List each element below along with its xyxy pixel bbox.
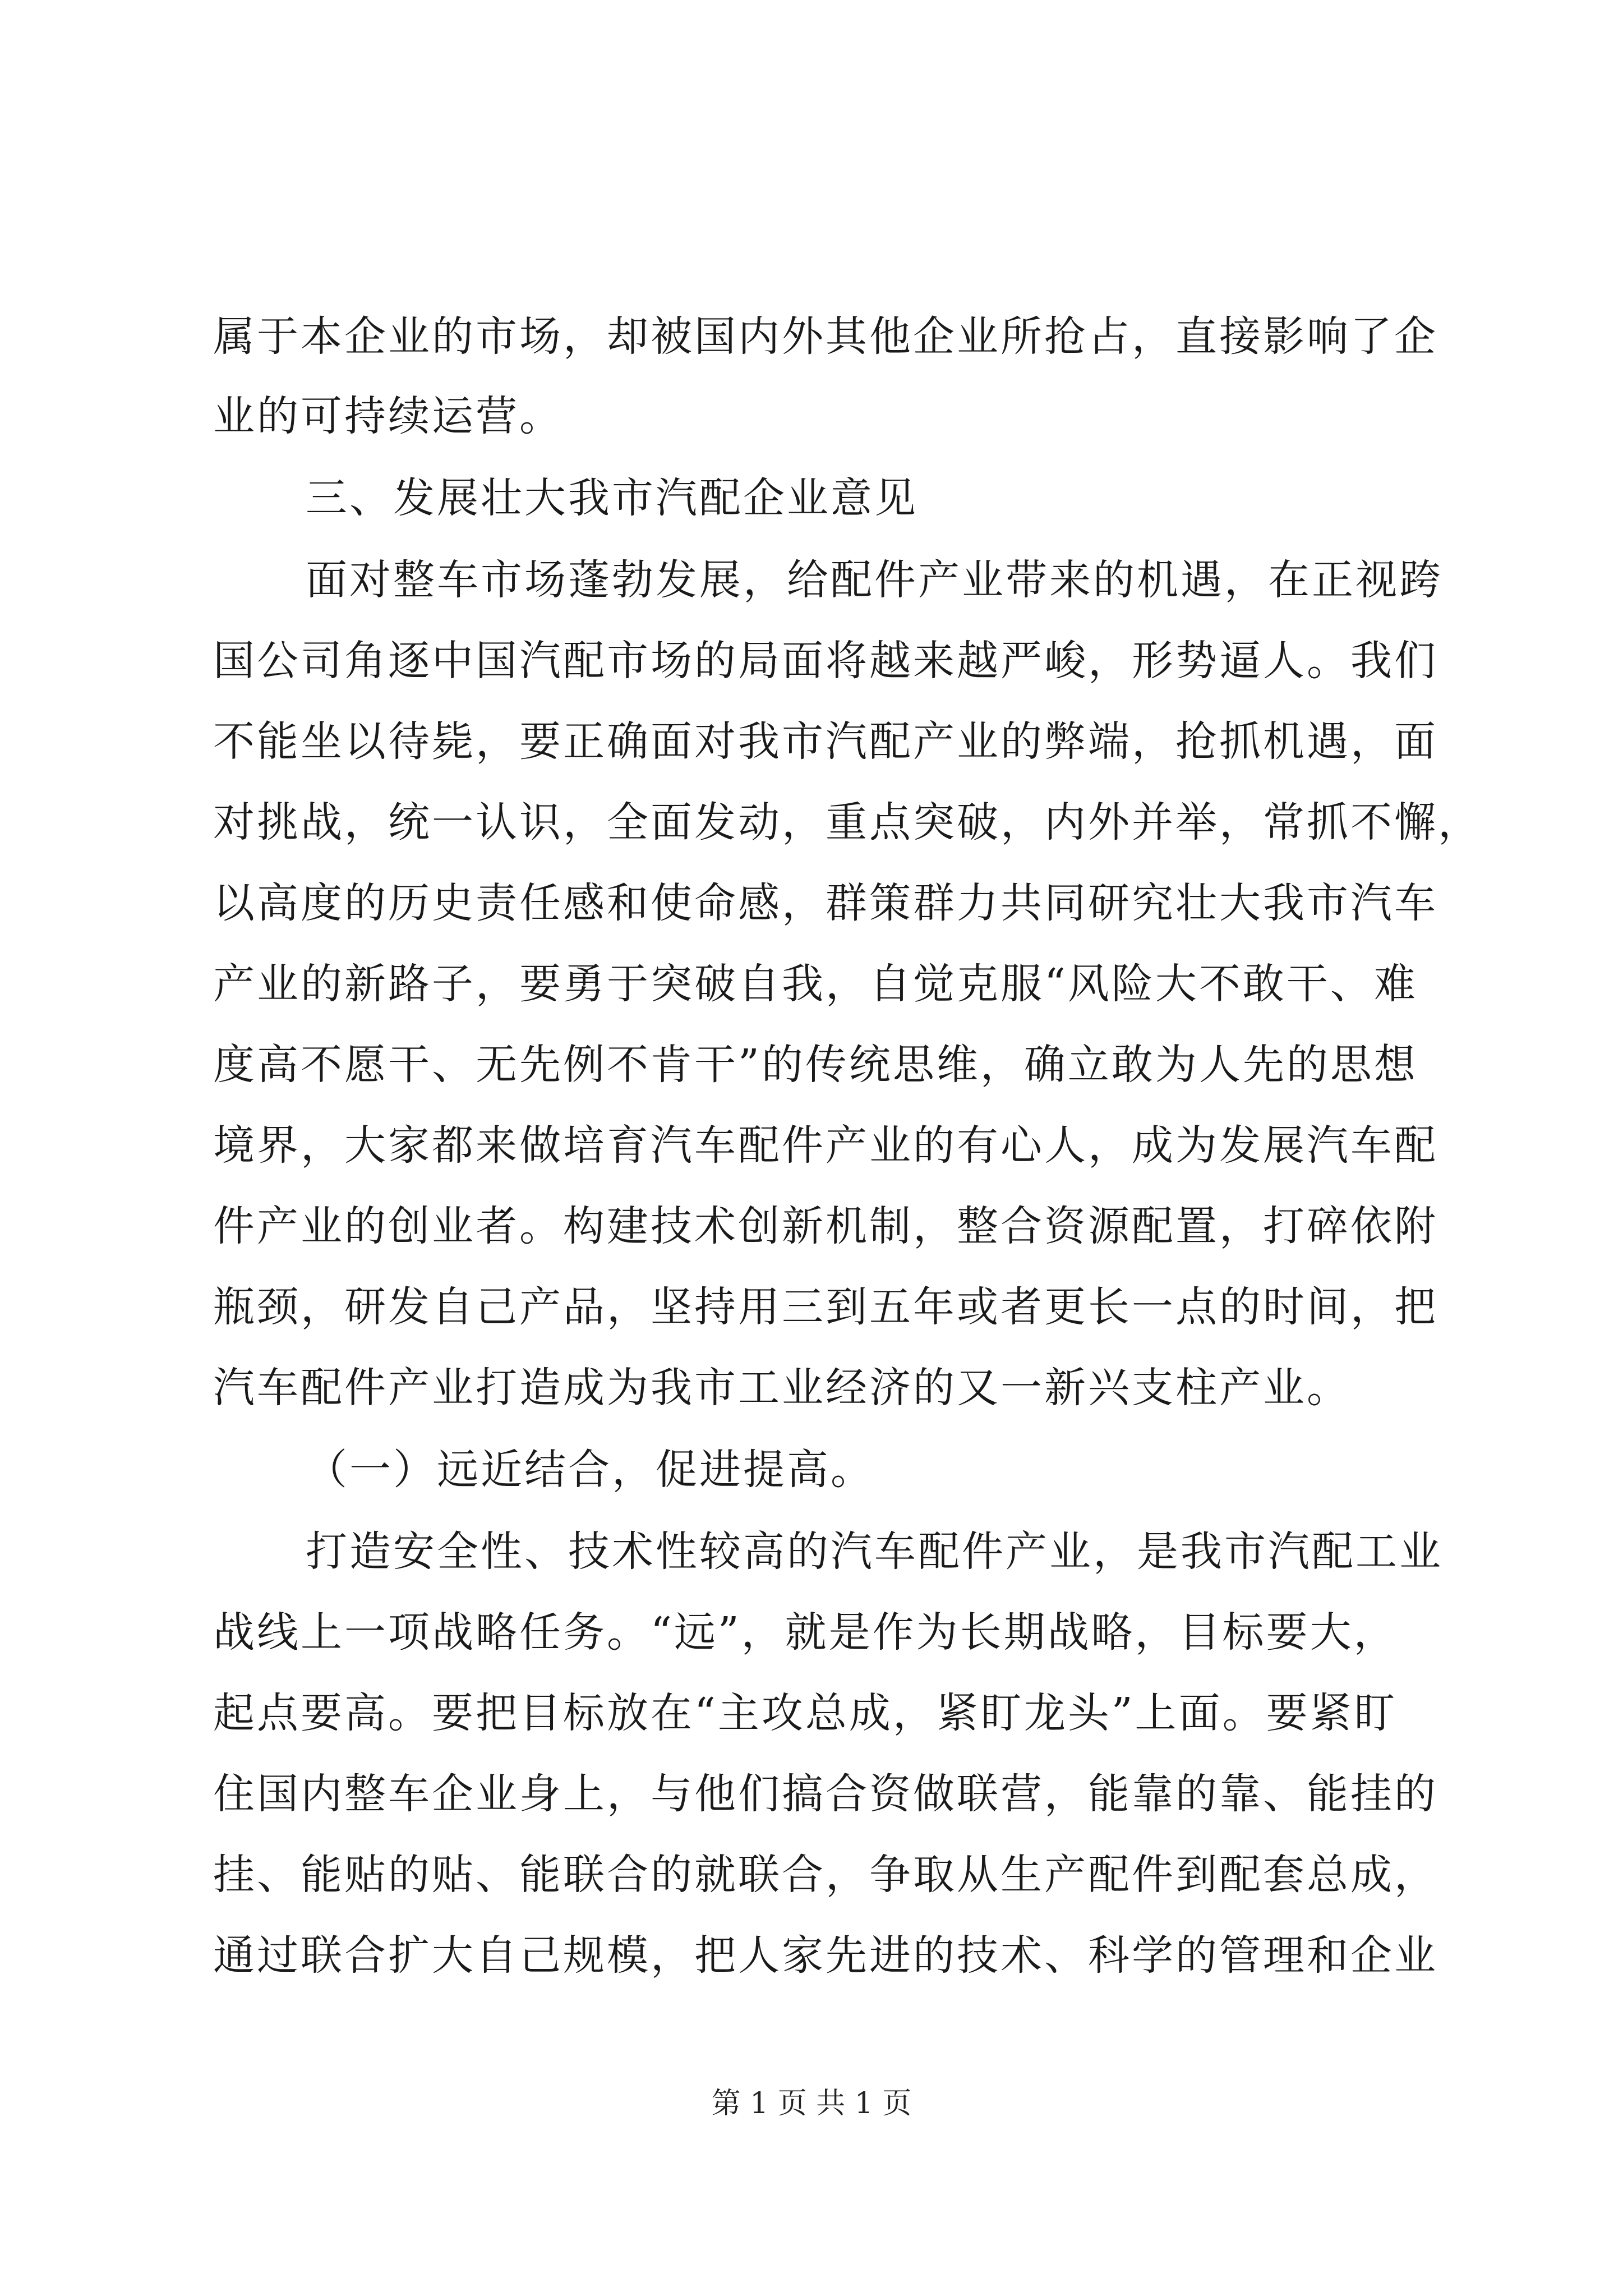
page-footer: 第 1 页 共 1 页 xyxy=(711,2087,912,2120)
text-line: 件产业的创业者。构建技术创新机制，整合资源配置，打碎依附 xyxy=(213,1202,1438,1250)
text-line: 打造安全性、技术性较高的汽车配件产业，是我市汽配工业 xyxy=(306,1527,1443,1576)
text-line: 国公司角逐中国汽配市场的局面将越来越严峻，形势逼人。我们 xyxy=(213,637,1438,685)
text-line: 汽车配件产业打造成为我市工业经济的又一新兴支柱产业。 xyxy=(213,1364,1350,1412)
text-line: 起点要高。要把目标放在“主攻总成，紧盯龙头”上面。要紧盯 xyxy=(213,1689,1398,1737)
text-line: 通过联合扩大自己规模，把人家先进的技术、科学的管理和企业 xyxy=(213,1931,1438,1980)
text-line: 以高度的历史责任感和使命感，群策群力共同研究壮大我市汽车 xyxy=(213,879,1438,927)
subsection-heading: （一）远近结合，促进提高。 xyxy=(306,1446,874,1494)
text-line: 境界，大家都来做培育汽车配件产业的有心人，成为发展汽车配 xyxy=(213,1121,1438,1170)
text-line: 面对整车市场蓬勃发展，给配件产业带来的机遇，在正视跨 xyxy=(306,556,1443,604)
text-line: 瓶颈，研发自己产品，坚持用三到五年或者更长一点的时间，把 xyxy=(213,1283,1438,1331)
text-line: 不能坐以待毙，要正确面对我市汽配产业的弊端，抢抓机遇，面 xyxy=(213,717,1438,766)
text-line: 对挑战，统一认识，全面发动，重点突破，内外并举，常抓不懈， xyxy=(213,798,1482,846)
text-line: 业的可持续运营。 xyxy=(213,392,563,440)
text-line: 战线上一项战略任务。“远”，就是作为长期战略，目标要大， xyxy=(213,1608,1398,1657)
text-line: 属于本企业的市场，却被国内外其他企业所抢占，直接影响了企 xyxy=(213,312,1438,361)
text-line: 产业的新路子，要勇于突破自我，自觉克服“风险大不敢干、难 xyxy=(213,960,1418,1008)
text-line: 挂、能贴的贴、能联合的就联合，争取从生产配件到配套总成， xyxy=(213,1851,1438,1899)
text-line: 住国内整车企业身上，与他们搞合资做联营，能靠的靠、能挂的 xyxy=(213,1770,1438,1818)
section-heading: 三、发展壮大我市汽配企业意见 xyxy=(306,474,918,522)
text-line: 度高不愿干、无先例不肯干”的传统思维，确立敢为人先的思想 xyxy=(213,1041,1418,1089)
